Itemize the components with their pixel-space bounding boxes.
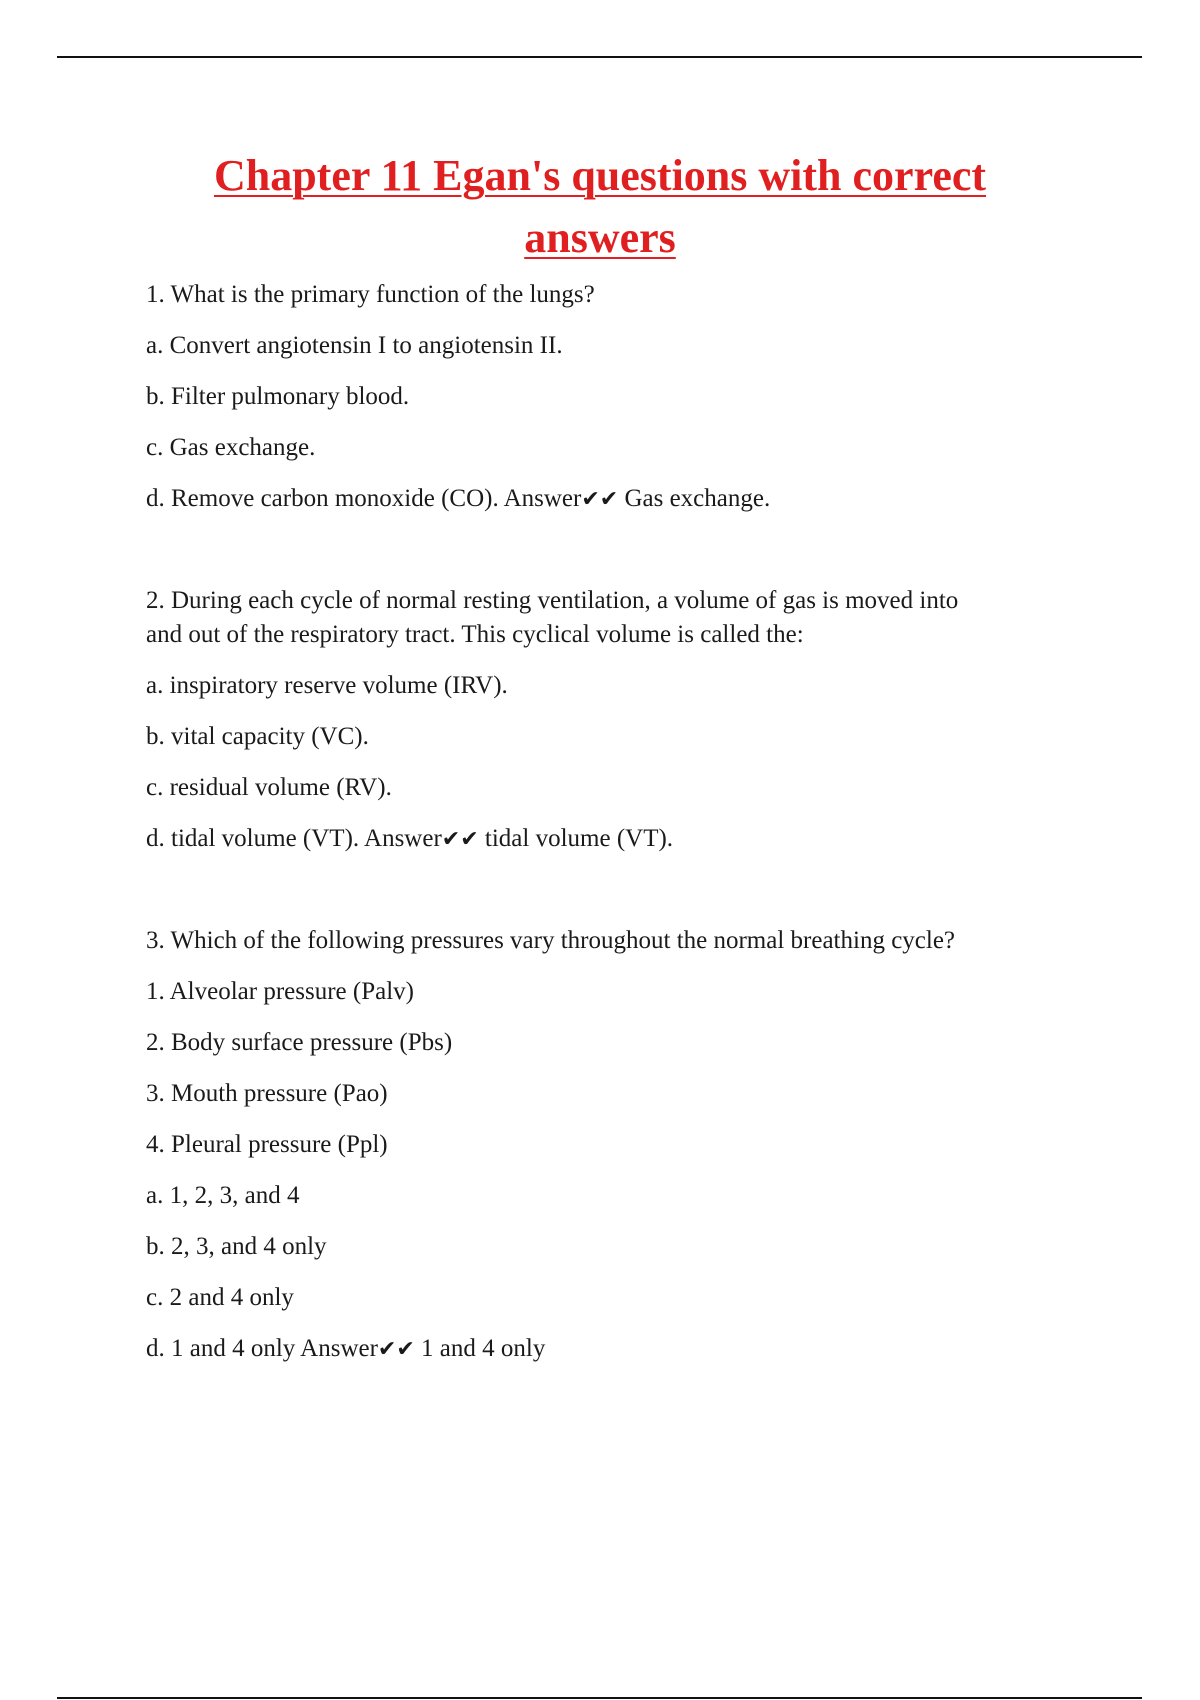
question-list — [146, 278, 1076, 1366]
checkmark-icon: ✔✔ — [377, 1337, 415, 1362]
title-line-2: answers — [524, 213, 676, 262]
checkmark-icon: ✔✔ — [441, 827, 479, 852]
question-stem: 1. What is the primary function of the lungs? — [146, 281, 595, 308]
option-a: a. Convert angiotensin I to angiotensin II. — [146, 332, 563, 359]
list-item-3: 3. Mouth pressure (Pao) — [146, 1080, 388, 1107]
question-stem: 3. Which of the following pressures vary throughout the normal breathing cycle? — [146, 927, 956, 954]
option-d-with-answer — [146, 482, 1076, 516]
checkmark-icon: ✔✔ — [581, 487, 619, 512]
option-d: d. tidal volume (VT). Answer — [146, 825, 442, 852]
option-d: d. 1 and 4 only Answer — [146, 1335, 378, 1362]
option-c: c. Gas exchange. — [146, 434, 316, 461]
option-b: b. 2, 3, and 4 only — [146, 1233, 327, 1260]
title-line-1: Chapter 11 Egan's questions with correct — [213, 151, 987, 200]
correct-answer: Gas exchange. — [618, 485, 771, 512]
option-d: d. Remove carbon monoxide (CO). Answer — [146, 485, 582, 512]
option-a: a. inspiratory reserve volume (IRV). — [146, 672, 508, 699]
question-3 — [146, 924, 1076, 1366]
page-title — [0, 145, 1200, 269]
option-d-with-answer — [146, 822, 1076, 856]
bottom-rule — [57, 1697, 1142, 1699]
list-item-1: 1. Alveolar pressure (Palv) — [146, 978, 414, 1005]
option-b: b. Filter pulmonary blood. — [146, 383, 410, 410]
correct-answer: tidal volume (VT). — [478, 825, 674, 852]
correct-answer: 1 and 4 only — [414, 1335, 546, 1362]
question-1 — [146, 278, 1076, 516]
list-item-4: 4. Pleural pressure (Ppl) — [146, 1131, 388, 1158]
top-rule — [57, 56, 1142, 58]
list-item-2: 2. Body surface pressure (Pbs) — [146, 1029, 453, 1056]
question-stem: 2. During each cycle of normal resting ventilation, a volume of gas is moved into and out of the respiratory tract. This cyclical volume is called the: — [146, 587, 959, 648]
option-a: a. 1, 2, 3, and 4 — [146, 1182, 300, 1209]
question-2 — [146, 584, 1076, 856]
option-c: c. 2 and 4 only — [146, 1284, 294, 1311]
option-c: c. residual volume (RV). — [146, 774, 392, 801]
option-b: b. vital capacity (VC). — [146, 723, 369, 750]
option-d-with-answer — [146, 1332, 1076, 1366]
